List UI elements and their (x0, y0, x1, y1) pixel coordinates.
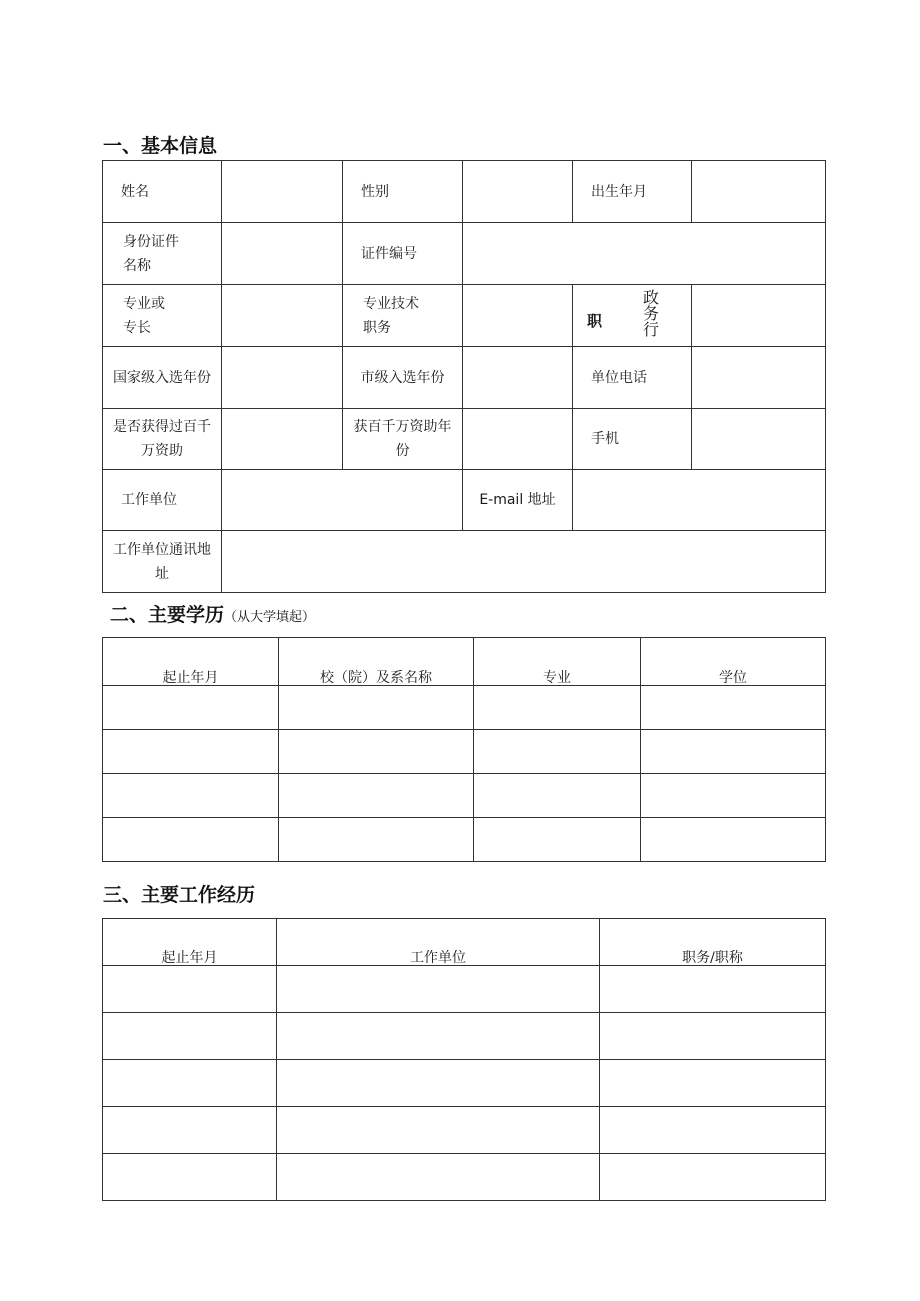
work-cell-title[interactable] (600, 1154, 826, 1201)
work-cell-employer[interactable] (277, 1107, 600, 1154)
label-work-phone: 单位电话 (573, 347, 692, 409)
input-employer[interactable] (222, 470, 463, 531)
label-funded (103, 409, 222, 470)
edu-header-school (279, 638, 474, 686)
edu-cell-degree[interactable] (641, 730, 826, 774)
edu-cell-major[interactable] (474, 686, 641, 730)
work-header-title-text: 职务/职称 (682, 950, 743, 966)
label-name: 姓名 (103, 161, 222, 223)
input-name[interactable] (222, 161, 343, 223)
table-row (103, 774, 826, 818)
work-cell-employer[interactable] (277, 1060, 600, 1107)
edu-header-major (474, 638, 641, 686)
label-fund-year-line2: 份 (395, 443, 410, 459)
work-cell-title[interactable] (600, 966, 826, 1013)
label-id-type-line1: 身份证件 (123, 233, 179, 250)
table-row (103, 686, 826, 730)
label-national-year: 国家级入选年份 (103, 347, 222, 409)
input-national-year[interactable] (222, 347, 343, 409)
edu-cell-period[interactable] (103, 818, 279, 862)
table-row (103, 818, 826, 862)
table-row (103, 1154, 826, 1201)
section-education-title-text: 二、主要学历 (110, 604, 225, 626)
work-cell-period[interactable] (103, 1060, 277, 1107)
input-email[interactable] (573, 470, 826, 531)
input-major[interactable] (222, 285, 343, 347)
input-work-phone[interactable] (692, 347, 826, 409)
label-tech-title (343, 285, 463, 347)
edu-header-period-text: 起止年月 (162, 670, 219, 686)
label-fund-year-line1: 获百千万资助年 (353, 419, 452, 435)
edu-cell-school[interactable] (279, 818, 474, 862)
label-employer-address (103, 531, 222, 593)
label-id-type (103, 223, 222, 285)
work-cell-period[interactable] (103, 1013, 277, 1060)
work-cell-period[interactable] (103, 1154, 277, 1201)
work-history-table (102, 918, 826, 1201)
edu-cell-major[interactable] (474, 818, 641, 862)
work-cell-employer[interactable] (277, 966, 600, 1013)
table-row (103, 1013, 826, 1060)
edu-header-period (103, 638, 279, 686)
edu-cell-period[interactable] (103, 774, 279, 818)
table-row (103, 1060, 826, 1107)
edu-header-school-text: 校（院）及系名称 (320, 670, 432, 686)
label-major-line2: 专长 (123, 319, 151, 336)
label-gender: 性别 (343, 161, 463, 223)
label-birth: 出生年月 (573, 161, 692, 223)
work-cell-title[interactable] (600, 1060, 826, 1107)
section-work-title: 三、主要工作经历 (103, 884, 256, 906)
table-row (103, 730, 826, 774)
edu-cell-period[interactable] (103, 686, 279, 730)
label-admin-post-a: 职 (587, 312, 603, 330)
edu-cell-school[interactable] (279, 774, 474, 818)
input-tech-title[interactable] (463, 285, 573, 347)
section-education-title (110, 600, 315, 627)
label-id-number: 证件编号 (343, 223, 463, 285)
label-id-type-line2: 名称 (123, 257, 151, 274)
edu-cell-major[interactable] (474, 730, 641, 774)
label-admin-post-b: 政务行 (643, 288, 660, 339)
label-funded-line2: 万资助 (141, 443, 183, 459)
label-employer-address-line1: 工作单位通讯地 (113, 541, 211, 558)
label-major-line1: 专业或 (123, 295, 165, 312)
label-fund-year (343, 409, 463, 470)
edu-cell-period[interactable] (103, 730, 279, 774)
section-education-note: （从大学填起） (224, 610, 316, 625)
work-header-period (103, 919, 277, 966)
work-cell-employer[interactable] (277, 1154, 600, 1201)
input-funded[interactable] (222, 409, 343, 470)
input-city-year[interactable] (463, 347, 573, 409)
input-fund-year[interactable] (463, 409, 573, 470)
edu-header-degree (641, 638, 826, 686)
table-row (103, 966, 826, 1013)
label-email (463, 470, 573, 531)
work-header-period-text: 起止年月 (161, 950, 218, 966)
edu-cell-degree[interactable] (641, 686, 826, 730)
input-birth[interactable] (692, 161, 826, 223)
education-table (102, 637, 826, 862)
section-basic-info-title: 一、基本信息 (103, 135, 218, 157)
work-cell-period[interactable] (103, 966, 277, 1013)
label-major (103, 285, 222, 347)
work-cell-period[interactable] (103, 1107, 277, 1154)
label-employer: 工作单位 (103, 470, 222, 531)
edu-cell-school[interactable] (279, 730, 474, 774)
edu-cell-major[interactable] (474, 774, 641, 818)
label-funded-line1: 是否获得过百千 (113, 419, 211, 435)
edu-cell-school[interactable] (279, 686, 474, 730)
label-mobile: 手机 (573, 409, 692, 470)
edu-header-degree-text: 学位 (719, 670, 747, 686)
basic-info-table (102, 160, 826, 593)
work-cell-title[interactable] (600, 1107, 826, 1154)
label-employer-address-line2: 址 (155, 565, 169, 582)
input-gender[interactable] (463, 161, 573, 223)
work-header-employer (277, 919, 600, 966)
label-city-year: 市级入选年份 (343, 347, 463, 409)
edu-header-major-text: 专业 (543, 670, 571, 686)
work-header-title (600, 919, 826, 966)
label-admin-post (573, 285, 692, 347)
edu-cell-degree[interactable] (641, 774, 826, 818)
input-mobile[interactable] (692, 409, 826, 470)
edu-cell-degree[interactable] (641, 818, 826, 862)
work-header-employer-text: 工作单位 (410, 950, 466, 966)
work-cell-employer[interactable] (277, 1013, 600, 1060)
label-tech-title-line1: 专业技术 (363, 295, 419, 312)
table-row (103, 1107, 826, 1154)
input-id-type[interactable] (222, 223, 343, 285)
label-email-a: E-mail (479, 492, 524, 508)
input-employer-address[interactable] (222, 531, 826, 593)
label-email-b: 地址 (527, 492, 556, 508)
input-admin-post[interactable] (692, 285, 826, 347)
input-id-number[interactable] (463, 223, 826, 285)
label-tech-title-line2: 职务 (363, 319, 391, 336)
work-cell-title[interactable] (600, 1013, 826, 1060)
